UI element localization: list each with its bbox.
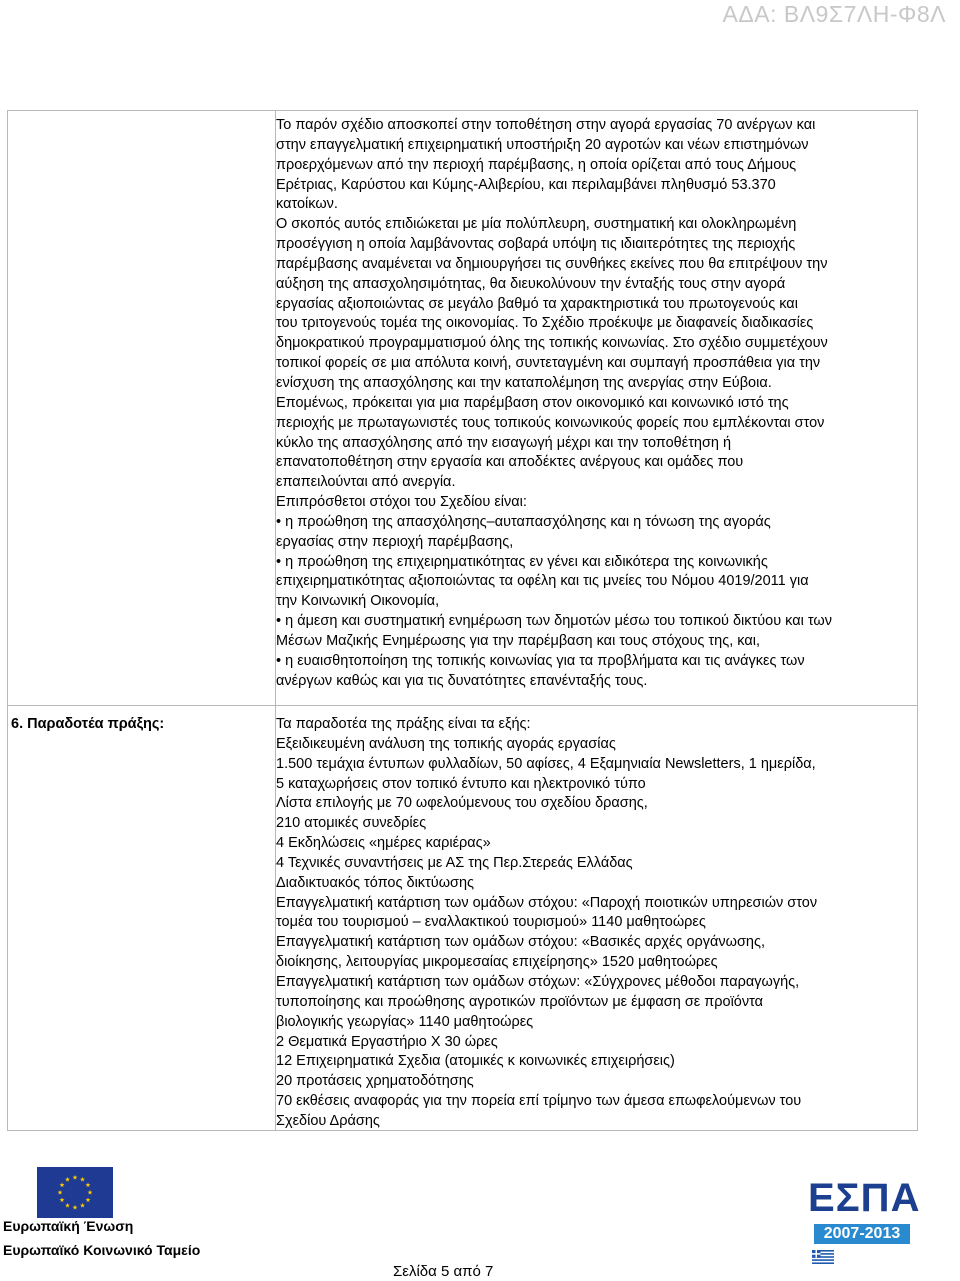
text-line: 4 Εκδηλώσεις «ημέρες καριέρας» <box>276 835 491 852</box>
text-line: Επιπρόσθετοι στόχοι του Σχεδίου είναι: <box>276 494 527 511</box>
section6-deliverables <box>276 715 904 1132</box>
text-line: Επαγγελματική κατάρτιση των ομάδων στόχων: «Σύγχρονες μέθοδοι παραγωγής, <box>276 973 800 990</box>
espa-years: 2007-2013 <box>814 1224 910 1244</box>
text-line: 2 Θεματικά Εργαστήριο Χ 30 ώρες <box>276 1033 498 1050</box>
text-line: επιχειρηματικότητας αξιοποιώντας τα οφέλη και τις μνείες του Νόμου 4019/2011 για <box>276 573 809 590</box>
text-line: Ερέτριας, Καρύστου και Κύμης-Αλιβερίου, και περιλαμβάνει πληθυσμό 53.370 <box>276 176 776 193</box>
text-line: • η προώθηση της επιχειρηματικότητας εν γένει και ειδικότερα της κοινωνικής <box>276 553 768 570</box>
text-line: 20 προτάσεις χρηματοδότησης <box>276 1073 474 1090</box>
ada-watermark: ΑΔΑ: ΒΛ9Σ7ΛΗ-Φ8Λ <box>722 1 946 27</box>
text-line: προσέγγιση η οποία λαμβάνοντας σοβαρά υπόψη τις ιδιαιτερότητες της περιοχής <box>276 236 796 253</box>
text-line: Λίστα επιλογής με 70 ωφελούμενους του σχεδίου δρασης, <box>276 795 648 812</box>
text-line: Τα παραδοτέα της πράξης είναι τα εξής: <box>276 716 531 732</box>
text-line: τοπικοί φορείς σε μια απόλυτα κοινή, συντεταγμένη και συμπαγή προσπάθεια για την <box>276 355 821 372</box>
text-line: επαπειλούνται από ανεργία. <box>276 474 456 491</box>
text-line: επανατοποθέτηση στην εργασία και αποδέκτες ανέργους και ομάδες που <box>276 454 744 471</box>
text-line: κατοίκων. <box>276 196 338 213</box>
text-line: 70 εκθέσεις αναφοράς για την πορεία επί τρίμηνο των άμεσα επωφελούμενων του <box>276 1093 802 1110</box>
text-line: αύξηση της απασχολησιμότητας, θα διευκολύνουν την ένταξής τους στην αγορά <box>276 275 786 292</box>
text-line: την Κοινωνική Οικονομία, <box>276 593 440 610</box>
text-line: ανέργων καθώς και για τις δυνατότητες επανένταξής τους. <box>276 672 648 689</box>
section6-label: 6. Παραδοτέα πράξης: <box>11 716 165 732</box>
text-line: • η ευαισθητοποίηση της τοπικής κοινωνίας για τα προβλήματα και τις ανάγκες των <box>276 652 805 669</box>
text-line: βιολογικής γεωργίας» 1140 μαθητοώρες <box>276 1013 534 1030</box>
text-line: Εξειδικευμένη ανάλυση της τοπικής αγοράς εργασίας <box>276 735 616 752</box>
text-line: 4 Τεχνικές συναντήσεις με ΑΣ της Περ.Στερεάς Ελλάδας <box>276 854 633 871</box>
text-line: 5 καταχωρήσεις στον τοπικό έντυπο και ηλεκτρονικό τύπο <box>276 775 646 792</box>
text-line: 12 Επιχειρηματικά Σχεδια (ατομικές κ κοινωνικές επιχειρήσεις) <box>276 1053 675 1070</box>
text-line: • η προώθηση της απασχόλησης–αυταπασχόλησης και η τόνωση της αγοράς <box>276 513 771 530</box>
text-line: περιοχής με πρωταγωνιστές τους τοπικούς κοινωνικούς φορείς που εμπλέκονται στον <box>276 414 825 431</box>
text-line: κύκλο της απασχόλησης από την εισαγωγή μέχρι και την τοποθέτηση ή <box>276 434 732 451</box>
esf-name: Ευρωπαϊκό Κοινωνικό Ταμείο <box>3 1242 201 1258</box>
section5-description <box>276 116 904 691</box>
text-line: ενίσχυση της απασχόλησης και την καταπολέμηση της ανεργίας στην Εύβοια. <box>276 374 772 391</box>
eu-name: Ευρωπαϊκή Ένωση <box>3 1218 134 1234</box>
espa-logo <box>808 1176 921 1264</box>
text-line: Το παρόν σχέδιο αποσκοπεί στην τοποθέτηση στην αγορά εργασίας 70 ανέργων και <box>276 117 816 133</box>
page-number: Σελίδα 5 από 7 <box>393 1263 494 1280</box>
text-line: δημοκρατικού προγραμματισμού όλης της τοπικής κοινωνίας. Στο σχέδιο συμμετέχουν <box>276 335 828 352</box>
eu-flag-icon <box>37 1167 113 1218</box>
text-line: προερχόμενων από την περιοχή παρέμβασης, η οποία ορίζεται από τους Δήμους <box>276 156 797 173</box>
text-line: τυποποίησης και προώθησης αγροτικών προϊόντων με έμφαση σε προϊόντα <box>276 993 764 1010</box>
text-line: 1.500 τεμάχια έντυπων φυλλαδίων, 50 αφίσες, 4 Εξαμηνιαία Newsletters, 1 ημερίδα, <box>276 755 816 772</box>
row-divider <box>8 705 917 706</box>
greek-flag-icon <box>812 1250 834 1264</box>
text-line: παρέμβασης αναμένεται να δημιουργήσει τις συνθήκες εκείνες που θα επιτρέψουν την <box>276 255 828 272</box>
text-line: του τριτογενούς τομέα της οικονομίας. Το Σχέδιο προέκυψε με διαφανείς διαδικασίες <box>276 315 814 332</box>
text-line: 210 ατομικές συνεδρίες <box>276 815 427 832</box>
espa-wordmark: ΕΣΠΑ <box>808 1176 921 1220</box>
text-line: τομέα του τουρισμού – εναλλακτικού τουρισμού» 1140 μαθητοώρες <box>276 914 706 931</box>
text-line: Σχεδίου Δράσης <box>276 1112 380 1129</box>
text-line: Μέσων Μαζικής Ενημέρωσης για την παρέμβαση και τους στόχους της, και, <box>276 632 760 649</box>
text-line: Επαγγελματική κατάρτιση των ομάδων στόχου: «Βασικές αρχές οργάνωσης, <box>276 934 765 951</box>
text-line: Επαγγελματική κατάρτιση των ομάδων στόχου: «Παροχή ποιοτικών υπηρεσιών στον <box>276 894 818 911</box>
eu-logo-block <box>0 1165 240 1281</box>
text-line: εργασίας αξιοποιώντας σε μεγάλο βαθμό τα χαρακτηριστικά του πρωτογενούς και <box>276 295 798 312</box>
text-line: στην επαγγελματική επιχειρηματική υποστήριξη 20 αγροτών και νέων επιστημόνων <box>276 136 809 153</box>
text-line: • η άμεση και συστηματική ενημέρωση των δημοτών μέσω του τοπικού δικτύου και των <box>276 613 832 630</box>
text-line: Ο σκοπός αυτός επιδιώκεται με μία πολύπλευρη, συστηματική και ολοκληρωμένη <box>276 216 797 233</box>
text-line: Επομένως, πρόκειται για μια παρέμβαση στον οικονομικό και κοινωνικό ιστό της <box>276 394 789 411</box>
text-line: διοίκησης, λειτουργίας μικρομεσαίας επιχείρησης» 1520 μαθητοώρες <box>276 954 718 971</box>
text-line: εργασίας στην περιοχή παρέμβασης, <box>276 533 514 550</box>
text-line: Διαδικτυακός τόπος δικτύωσης <box>276 874 475 891</box>
